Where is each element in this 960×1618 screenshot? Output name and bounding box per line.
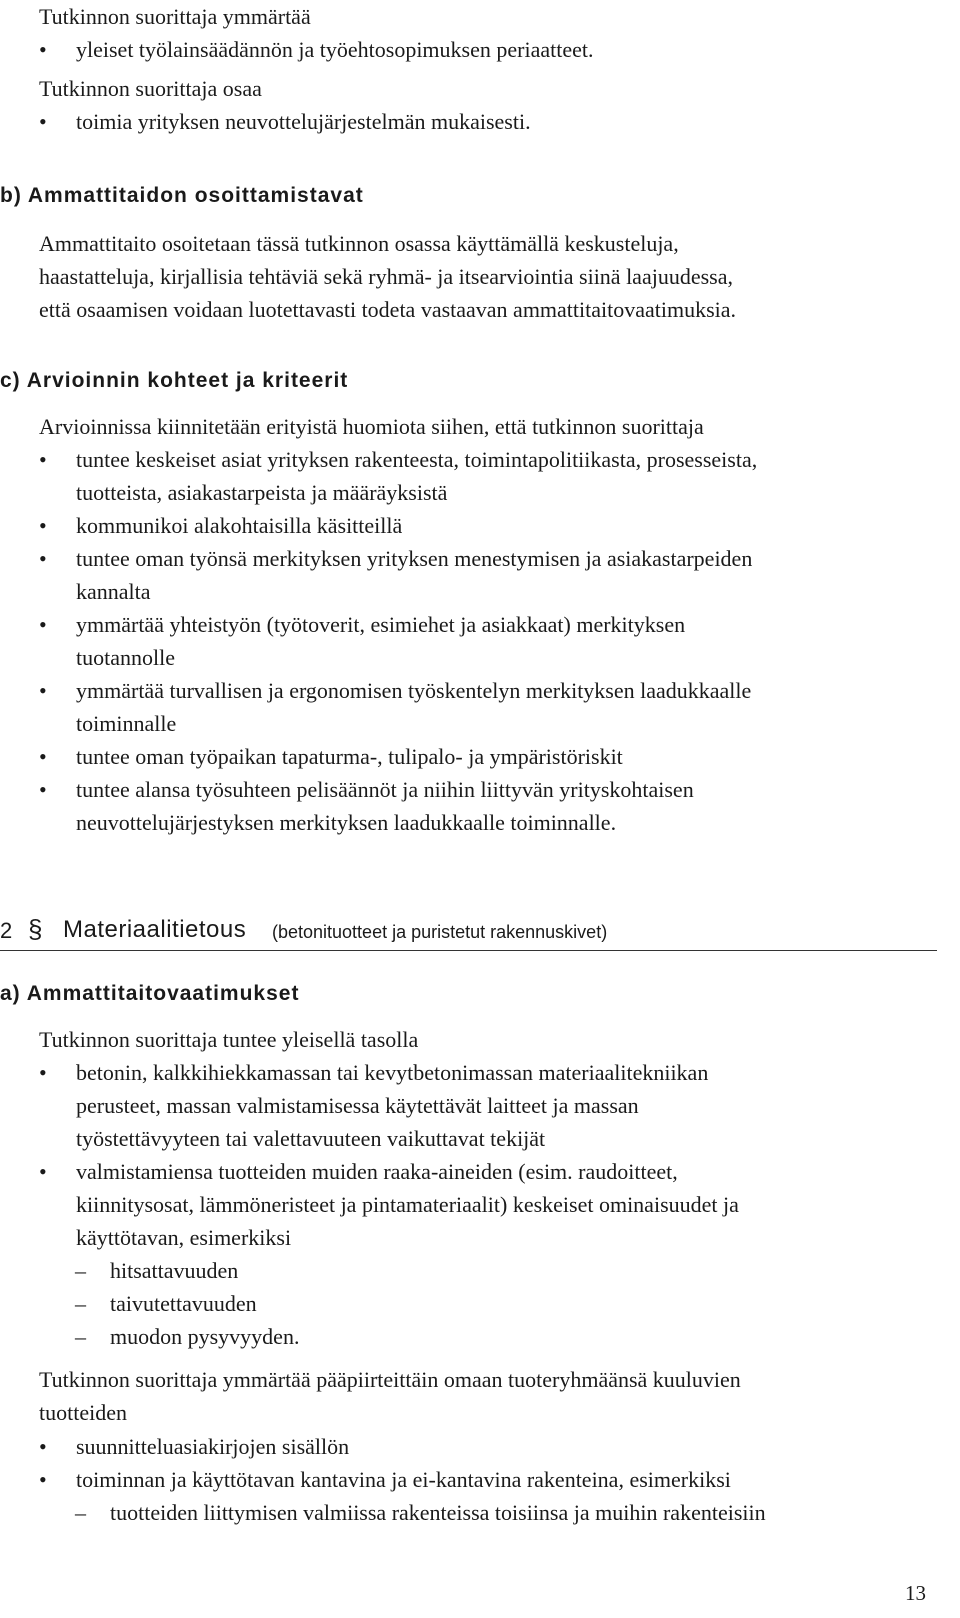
bullet-icon: • — [39, 612, 47, 637]
bullet-item: • toimia yrityksen neuvottelujärjestelmän mukaisesti. — [39, 105, 531, 138]
section-2a-heading: a) Ammattitaitovaatimukset — [0, 982, 300, 1005]
dash-icon: – — [75, 1324, 86, 1349]
dash-item: – hitsattavuuden — [75, 1254, 238, 1287]
section-2-header — [0, 912, 937, 951]
bullet-icon: • — [39, 109, 47, 134]
section-b-line: että osaamisen voidaan luotettavasti todeta vastaavan ammattitaitovaatimuksia. — [39, 297, 737, 322]
can-lead: Tutkinnon suorittaja osaa — [39, 76, 262, 101]
section-2a-lead: Tutkinnon suorittaja tuntee yleisellä tasolla — [39, 1027, 419, 1052]
requirement-bullet: • valmistamiensa tuotteiden muiden raaka-aineiden (esim. raudoitteet, kiinnitysosat, lämmöneristeet ja pintamateriaalit) keskeiset ominaisuudet ja käyttötavan, esimerkiksi — [39, 1155, 739, 1254]
requirement-bullet: • toiminnan ja käyttötavan kantavina ja ei-kantavina rakenteina, esimerkiksi — [39, 1463, 731, 1496]
dash-icon: – — [75, 1258, 86, 1283]
bullet-item: • yleiset työlainsäädännön ja työehtosopimuksen periaatteet. — [39, 33, 593, 66]
section-b-heading: b) Ammattitaidon osoittamistavat — [0, 184, 364, 207]
section-subtitle: (betonituotteet ja puristetut rakennuskivet) — [272, 922, 608, 942]
criteria-bullet: • tuntee keskeiset asiat yrityksen rakenteesta, toimintapolitiikasta, prosesseista, tuotteista, asiakastarpeista ja määräyksistä — [39, 443, 757, 509]
bullet-icon: • — [39, 1467, 47, 1492]
section-number: 2 — [0, 918, 13, 943]
dash-item: – tuotteiden liittymisen valmiissa rakenteissa toisiinsa ja muihin rakenteisiin — [75, 1496, 766, 1529]
bullet-icon: • — [39, 1434, 47, 1459]
dash-icon: – — [75, 1291, 86, 1316]
requirement-bullet: • betonin, kalkkihiekkamassan tai kevytbetonimassan materiaalitekniikan perusteet, massan valmistamisessa käytettävät laitteet ja massan työstettävyyteen tai valettavuuteen vaikuttavat tekijät — [39, 1056, 708, 1155]
bullet-icon: • — [39, 1060, 47, 1085]
bullet-icon: • — [39, 513, 47, 538]
section-2a-lead2: tuotteiden — [39, 1400, 127, 1425]
dash-icon: – — [75, 1500, 86, 1525]
section-b-line: Ammattitaito osoitetaan tässä tutkinnon osassa käyttämällä keskusteluja, — [39, 231, 679, 256]
bullet-icon: • — [39, 546, 47, 571]
criteria-bullet: • kommunikoi alakohtaisilla käsitteillä — [39, 509, 402, 542]
paragraph-sign-icon: § — [28, 914, 43, 944]
criteria-bullet: • tuntee oman työnsä merkityksen yrityksen menestymisen ja asiakastarpeiden kannalta — [39, 542, 752, 608]
bullet-icon: • — [39, 447, 47, 472]
bullet-icon: • — [39, 744, 47, 769]
section-2a-lead2: Tutkinnon suorittaja ymmärtää pääpiirteittäin omaan tuoteryhmäänsä kuuluvien — [39, 1367, 741, 1392]
section-title: Materiaalitietous — [63, 916, 247, 943]
criteria-bullet: • tuntee oman työpaikan tapaturma-, tulipalo- ja ympäristöriskit — [39, 740, 623, 773]
section-b-line: haastatteluja, kirjallisia tehtäviä sekä ryhmä- ja itsearviointia siinä laajuudessa, — [39, 264, 733, 289]
criteria-bullet: • ymmärtää yhteistyön (työtoverit, esimiehet ja asiakkaat) merkityksen tuotannolle — [39, 608, 685, 674]
bullet-icon: • — [39, 1159, 47, 1184]
dash-item: – taivutettavuuden — [75, 1287, 257, 1320]
requirement-bullet: • suunnitteluasiakirjojen sisällön — [39, 1430, 349, 1463]
bullet-icon: • — [39, 678, 47, 703]
criteria-bullet: • tuntee alansa työsuhteen pelisäännöt ja niihin liittyvän yrityskohtaisen neuvottelujärjestyksen merkityksen laadukkaalle toiminnalle. — [39, 773, 694, 839]
criteria-bullet: • ymmärtää turvallisen ja ergonomisen työskentelyn merkityksen laadukkaalle toiminnalle — [39, 674, 751, 740]
bullet-icon: • — [39, 777, 47, 802]
understands-lead: Tutkinnon suorittaja ymmärtää — [39, 4, 311, 29]
section-c-heading: c) Arvioinnin kohteet ja kriteerit — [0, 369, 349, 392]
section-c-lead: Arvioinnissa kiinnitetään erityistä huomiota siihen, että tutkinnon suorittaja — [39, 414, 704, 439]
dash-item: – muodon pysyvyyden. — [75, 1320, 299, 1353]
page-number: 13 — [905, 1581, 926, 1605]
bullet-icon: • — [39, 37, 47, 62]
